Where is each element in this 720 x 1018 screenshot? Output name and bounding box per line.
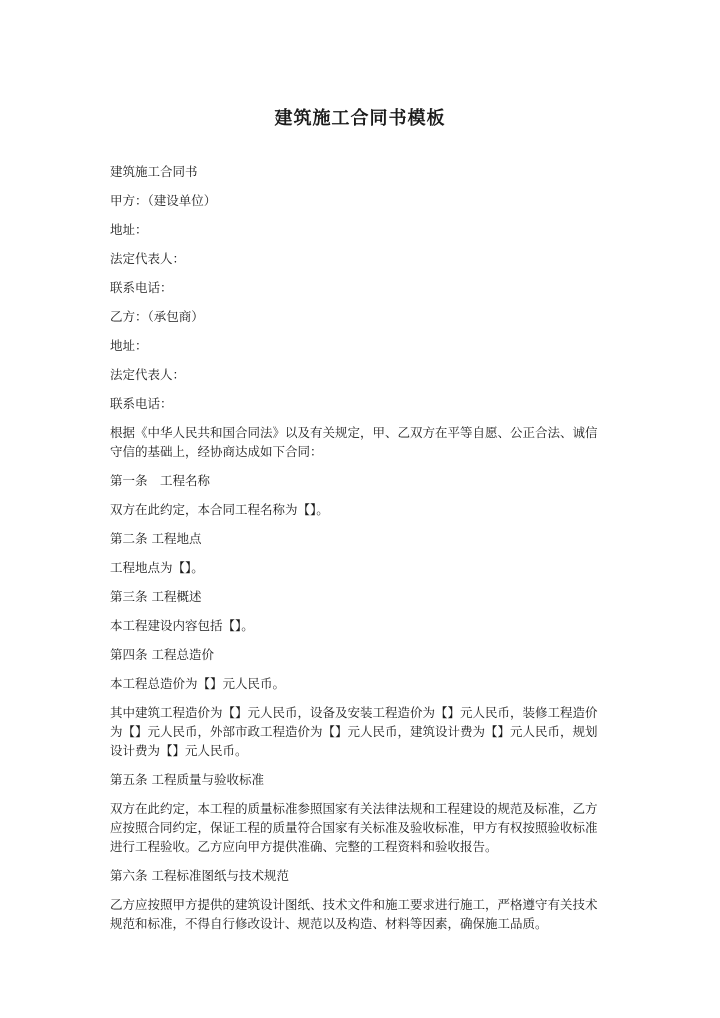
article-4-text: 本工程总造价为【】元人民币。 — [110, 676, 286, 691]
party-b-label: 乙方：（承包商） — [110, 309, 204, 324]
article-1-text: 双方在此约定，本合同工程名称为【】。 — [110, 502, 329, 517]
article-3-heading: 第三条 工程概述 — [110, 589, 202, 604]
party-a-address: 地址： — [110, 222, 148, 237]
article-2-heading: 第二条 工程地点 — [110, 531, 202, 546]
article-4-heading: 第四条 工程总造价 — [110, 647, 214, 662]
article-4-breakdown: 其中建筑工程造价为【】元人民币，设备及安装工程造价为【】元人民币，装修工程造价为【】元人民币，外部市政工程造价为【】元人民币，建筑设计费为【】元人民币，规划设计费为【】元人民币。 — [110, 705, 598, 758]
party-b-representative: 法定代表人： — [110, 367, 186, 382]
article-6-text: 乙方应按照甲方提供的建筑设计图纸、技术文件和施工要求进行施工，严格遵守有关技术规范和标准，不得自行修改设计、规范以及构造、材料等因素，确保施工品质。 — [110, 897, 598, 931]
party-b-address: 地址： — [110, 338, 148, 353]
article-5-heading: 第五条 工程质量与验收标准 — [110, 772, 264, 787]
preamble-paragraph: 根据《中华人民共和国合同法》以及有关规定，甲、乙双方在平等自愿、公正合法、诚信守信的基础上，经协商达成如下合同： — [110, 425, 598, 459]
contract-heading: 建筑施工合同书 — [110, 164, 198, 179]
party-a-label: 甲方：（建设单位） — [110, 193, 217, 208]
article-2-text: 工程地点为【】。 — [110, 560, 204, 575]
party-a-phone: 联系电话： — [110, 280, 173, 295]
party-a-representative: 法定代表人： — [110, 251, 186, 266]
article-1-heading: 第一条 工程名称 — [110, 473, 211, 488]
document-body — [110, 162, 606, 943]
article-5-text: 双方在此约定，本工程的质量标准参照国家有关法律法规和工程建设的规范及标准，乙方应按照合同约定，保证工程的质量符合国家有关标准及验收标准，甲方有权按照验收标准进行工程验收。乙方应向甲方提供准确、完整的工程资料和验收报告。 — [110, 801, 598, 854]
document-title: 建筑施工合同书模板 — [274, 108, 446, 129]
article-6-heading: 第六条 工程标准图纸与技术规范 — [110, 868, 289, 883]
party-b-phone: 联系电话： — [110, 396, 173, 411]
article-3-text: 本工程建设内容包括【】。 — [110, 618, 254, 633]
